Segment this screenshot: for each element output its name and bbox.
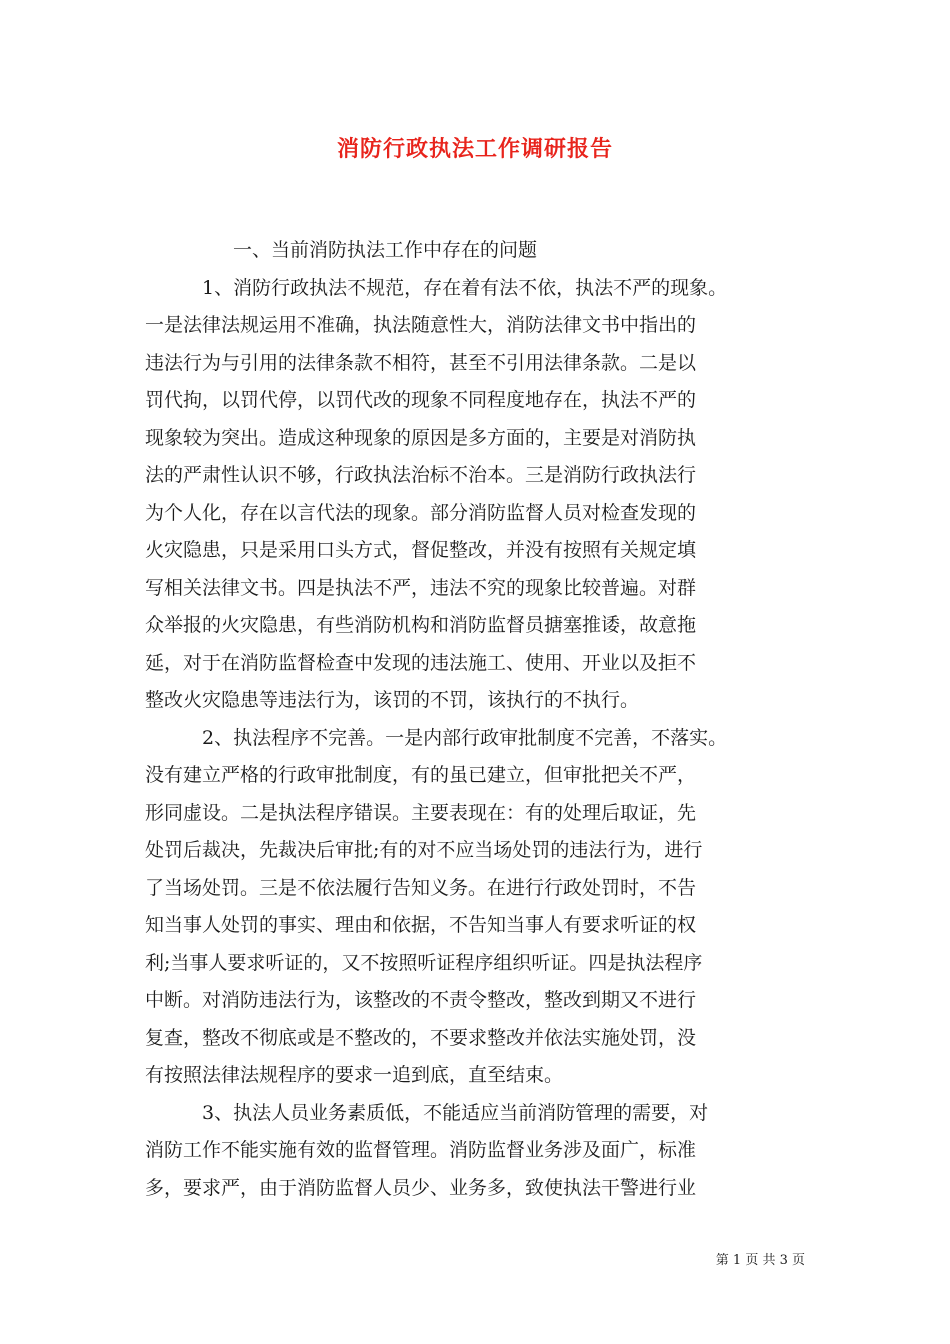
paragraph-line: 现象较为突出。造成这种现象的原因是多方面的，主要是对消防执: [145, 426, 697, 449]
paragraph-line: 延，对于在消防监督检查中发现的违法施工、使用、开业以及拒不: [145, 651, 697, 674]
paragraph-line: 没有建立严格的行政审批制度，有的虽已建立，但审批把关不严，: [145, 764, 697, 786]
paragraph-line: 多，要求严，由于消防监督人员少、业务多，致使执法干警进行业: [145, 1176, 697, 1199]
paragraph-line: 违法行为与引用的法律条款不相符，甚至不引用法律条款。二是以: [145, 351, 697, 374]
document-body: [145, 232, 813, 1207]
section-heading: 一、当前消防执法工作中存在的问题: [233, 239, 538, 261]
paragraph-line: 处罚后裁决，先裁决后审批;有的对不应当场处罚的违法行为，进行: [145, 839, 703, 861]
paragraph-line: 为个人化，存在以言代法的现象。部分消防监督人员对检查发现的: [145, 501, 697, 524]
paragraph-line: 1、消防行政执法不规范，存在着有法不依，执法不严的现象。: [202, 276, 728, 299]
paragraph-line: 消防工作不能实施有效的监督管理。消防监督业务涉及面广，标准: [145, 1139, 697, 1161]
paragraph-line: 利;当事人要求听证的，又不按照听证程序组织听证。四是执法程序: [145, 951, 703, 974]
paragraph-line: 有按照法律法规程序的要求一追到底，直至结束。: [145, 1064, 564, 1086]
paragraph-line: 罚代拘，以罚代停，以罚代改的现象不同程度地存在，执法不严的: [145, 389, 697, 411]
paragraph-2: [145, 720, 813, 1095]
paragraph-line: 2、执法程序不完善。一是内部行政审批制度不完善，不落实。: [202, 726, 728, 749]
paragraph-line: 众举报的火灾隐患，有些消防机构和消防监督员搪塞推诿，故意拖: [145, 614, 697, 636]
paragraph-line: 形同虚设。二是执法程序错误。主要表现在：有的处理后取证，先: [145, 801, 697, 824]
paragraph-line: 一是法律法规运用不准确，执法随意性大，消防法律文书中指出的: [145, 314, 697, 336]
document-title: 消防行政执法工作调研报告: [336, 136, 613, 162]
paragraph-line: 3、执法人员业务素质低，不能适应当前消防管理的需要，对: [202, 1101, 709, 1124]
paragraph-1: [145, 270, 813, 720]
paragraph-line: 复查，整改不彻底或是不整改的，不要求整改并依法实施处罚，没: [145, 1026, 697, 1049]
paragraph-3: [145, 1095, 813, 1208]
paragraph-line: 写相关法律文书。四是执法不严，违法不究的现象比较普遍。对群: [145, 576, 697, 599]
paragraph-line: 了当场处罚。三是不依法履行告知义务。在进行行政处罚时，不告: [145, 876, 697, 899]
paragraph-line: 整改火灾隐患等违法行为，该罚的不罚，该执行的不执行。: [145, 689, 640, 711]
paragraph-line: 中断。对消防违法行为，该整改的不责令整改，整改到期又不进行: [145, 989, 697, 1011]
page-indicator: 第 1 页 共 3 页: [715, 1253, 805, 1268]
paragraph-line: 火灾隐患，只是采用口头方式，督促整改，并没有按照有关规定填: [145, 539, 697, 561]
paragraph-line: 知当事人处罚的事实、理由和依据，不告知当事人有要求听证的权: [145, 914, 697, 936]
paragraph-line: 法的严肃性认识不够，行政执法治标不治本。三是消防行政执法行: [145, 464, 697, 486]
